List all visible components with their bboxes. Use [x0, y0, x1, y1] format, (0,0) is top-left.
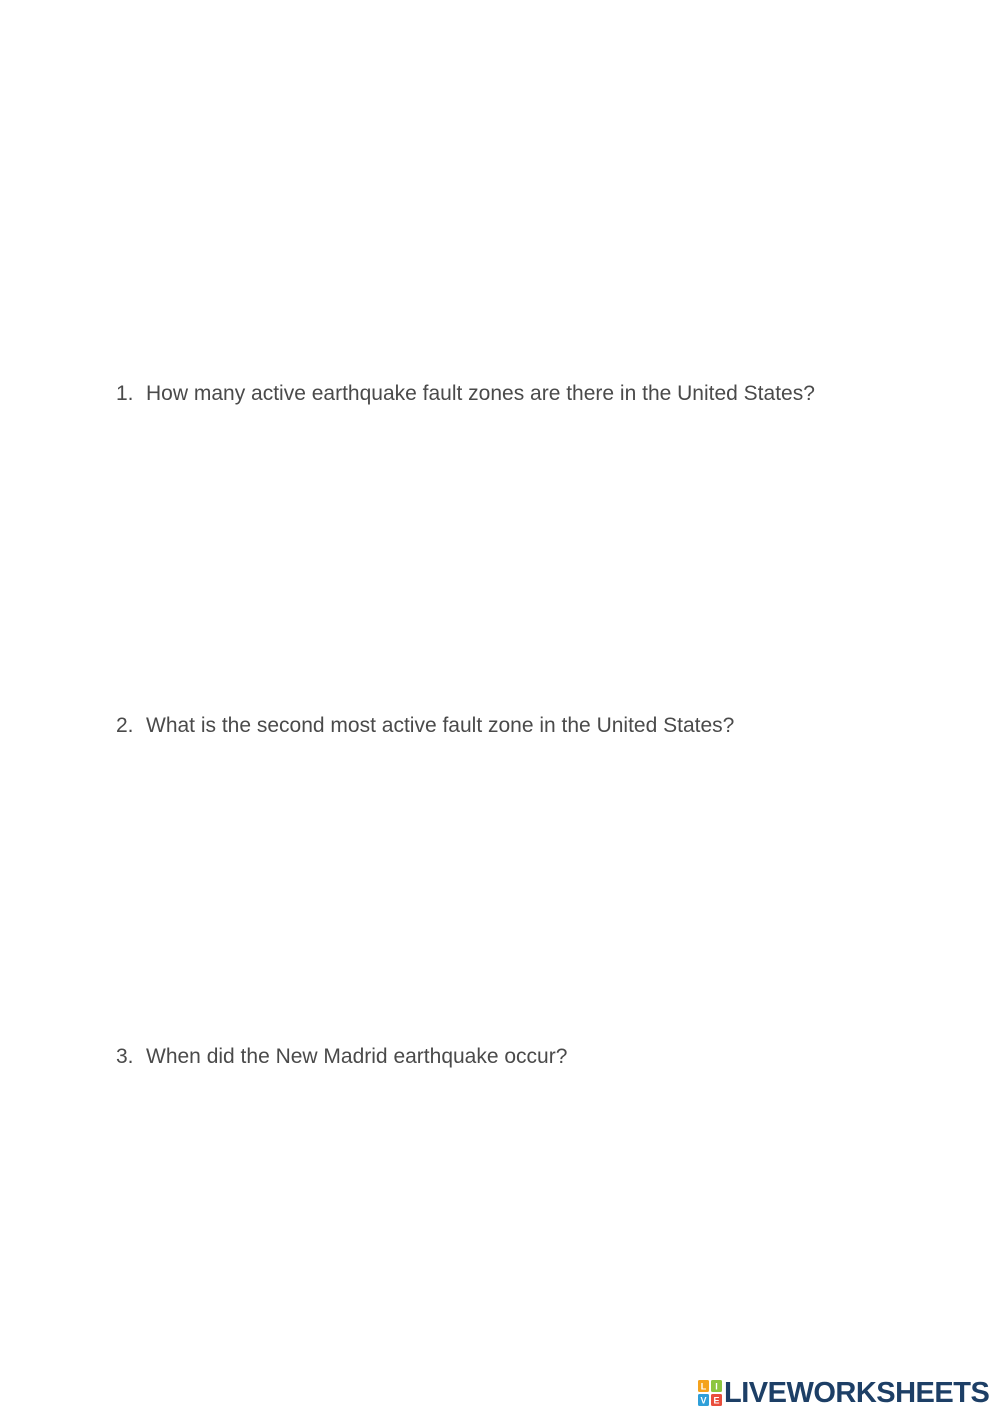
question-text: How many active earthquake fault zones are there in the United States?: [146, 382, 815, 405]
question-number: 2.: [116, 714, 134, 737]
svg-text:I: I: [715, 1381, 718, 1392]
question-number: 1.: [116, 382, 134, 405]
question-1: [116, 381, 815, 407]
brand-name: LIVEWORKSHEETS: [724, 1377, 990, 1409]
question-number: 3.: [116, 1045, 134, 1068]
liveworksheets-logo-icon: [698, 1380, 722, 1406]
svg-text:V: V: [700, 1395, 707, 1406]
question-text: When did the New Madrid earthquake occur?: [146, 1045, 568, 1068]
svg-text:E: E: [713, 1395, 720, 1406]
question-2: [116, 713, 734, 739]
question-3: [116, 1044, 567, 1070]
svg-text:L: L: [700, 1381, 707, 1392]
liveworksheets-brand: [698, 1377, 989, 1409]
question-text: What is the second most active fault zone in the United States?: [146, 714, 735, 737]
